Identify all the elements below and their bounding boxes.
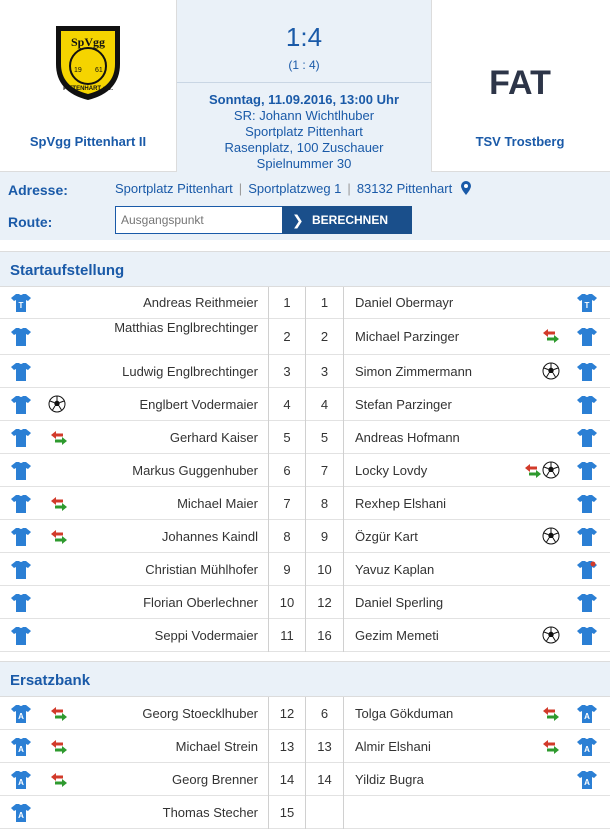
- away-team-name[interactable]: TSV Trostberg: [475, 134, 565, 149]
- calculate-route-label: BERECHNEN: [312, 213, 389, 227]
- address-value[interactable]: [115, 181, 472, 196]
- venue: Sportplatz Pittenhart: [245, 124, 363, 139]
- home-player-name[interactable]: Georg Stoecklhuber: [142, 706, 258, 721]
- pipe-separator: |: [347, 181, 351, 196]
- away-event: [520, 421, 564, 454]
- svg-text:A: A: [584, 744, 590, 754]
- away-player-number: 7: [306, 454, 344, 487]
- home-jersey-icon: [8, 287, 34, 320]
- lineup-row: [0, 553, 610, 586]
- away-player-name[interactable]: Andreas Hofmann: [355, 430, 460, 445]
- away-event: [520, 619, 564, 652]
- home-jersey-icon: [8, 487, 34, 520]
- away-player-name[interactable]: Tolga Gökduman: [355, 706, 454, 721]
- home-player-number: 15: [268, 796, 306, 829]
- lineup-row: [0, 421, 610, 454]
- home-jersey-icon: [8, 421, 34, 454]
- svg-text:19: 19: [74, 67, 82, 74]
- away-player-number: 16: [306, 619, 344, 652]
- lineup-row: [0, 730, 610, 763]
- score-panel: [176, 0, 432, 172]
- away-jersey-icon: [576, 487, 602, 520]
- home-event: [44, 287, 70, 320]
- away-event: [520, 586, 564, 619]
- match-date: Sonntag, 11.09.2016, 13:00 Uhr: [208, 92, 400, 107]
- home-player-number: 13: [268, 730, 306, 763]
- svg-text:A: A: [18, 744, 24, 754]
- address-city[interactable]: 83132 Pittenhart: [356, 181, 453, 196]
- away-player-number: 6: [306, 697, 344, 730]
- away-event: [520, 520, 564, 553]
- home-jersey-icon: [8, 454, 34, 487]
- away-player-number: 2: [306, 319, 344, 355]
- home-player-number: 8: [268, 520, 306, 553]
- referee: SR: Johann Wichtlhuber: [233, 108, 375, 123]
- home-player-number: 14: [268, 763, 306, 796]
- home-event: [44, 763, 70, 796]
- home-player-number: 9: [268, 553, 306, 586]
- home-jersey-icon: [8, 319, 34, 352]
- svg-text:A: A: [584, 777, 590, 787]
- home-jersey-icon: [8, 796, 34, 829]
- home-player-name[interactable]: Matthias Englbrechtinger: [114, 320, 258, 335]
- substitution-icon: [50, 773, 68, 790]
- home-player-name[interactable]: Ludwig Englbrechtinger: [122, 364, 258, 379]
- home-event: [44, 520, 70, 553]
- home-player-number: 7: [268, 487, 306, 520]
- svg-text:PITTENHART e.V.: PITTENHART e.V.: [63, 86, 113, 92]
- away-jersey-icon: [576, 553, 602, 586]
- home-team-name[interactable]: SpVgg Pittenhart II: [29, 134, 147, 149]
- away-player-number: 10: [306, 553, 344, 586]
- home-event: [44, 319, 70, 352]
- away-jersey-icon: [576, 454, 602, 487]
- substitution-icon: [50, 740, 68, 757]
- svg-text:A: A: [18, 711, 24, 721]
- away-team[interactable]: [432, 0, 608, 172]
- away-jersey-icon: [576, 355, 602, 388]
- home-player-number: 11: [268, 619, 306, 652]
- home-jersey-icon: [8, 730, 34, 763]
- home-event: [44, 487, 70, 520]
- home-player-name[interactable]: Seppi Vodermaier: [154, 628, 258, 643]
- home-player-name[interactable]: Andreas Reithmeier: [143, 295, 258, 310]
- halftime-score: (1 : 4): [288, 58, 320, 72]
- home-player-number: 12: [268, 697, 306, 730]
- chevron-right-icon: ❯: [292, 212, 304, 228]
- home-player-name[interactable]: Georg Brenner: [172, 772, 258, 787]
- home-event: [44, 730, 70, 763]
- lineup-row: [0, 388, 610, 421]
- away-jersey-icon: [576, 421, 602, 454]
- section-lineup: [0, 251, 610, 287]
- address-panel: [0, 172, 610, 240]
- away-player-number: 12: [306, 586, 344, 619]
- lineup-row: [0, 697, 610, 730]
- away-event: [520, 763, 564, 796]
- home-player-number: 5: [268, 421, 306, 454]
- away-player-name[interactable]: Daniel Sperling: [355, 595, 444, 610]
- away-jersey-icon: [576, 287, 602, 320]
- away-event: [520, 730, 564, 763]
- home-event: [44, 586, 70, 619]
- away-player-number: 3: [306, 355, 344, 388]
- away-player-name[interactable]: Özgür Kart: [355, 529, 418, 544]
- away-player-name[interactable]: Michael Parzinger: [355, 329, 460, 344]
- match-header: [0, 0, 610, 172]
- home-crest-icon: [52, 20, 124, 102]
- svg-text:61: 61: [95, 67, 103, 74]
- goal-ball-icon: [542, 626, 560, 647]
- lineup-row: [0, 796, 610, 829]
- calculate-route-button[interactable]: [282, 206, 412, 234]
- lineup-row: [0, 763, 610, 796]
- route-start-input[interactable]: [115, 206, 283, 234]
- home-jersey-icon: [8, 388, 34, 421]
- away-jersey-icon: [576, 319, 602, 352]
- away-player-name[interactable]: Daniel Obermayr: [355, 295, 454, 310]
- away-player-number: 14: [306, 763, 344, 796]
- away-event: [520, 454, 564, 487]
- away-player-name[interactable]: Stefan Parzinger: [355, 397, 452, 412]
- substitution-icon: [542, 740, 560, 757]
- home-jersey-icon: [8, 355, 34, 388]
- home-player-name[interactable]: Englbert Vodermaier: [139, 397, 258, 412]
- substitution-icon: [524, 464, 542, 481]
- away-jersey-icon: [576, 520, 602, 553]
- home-player-name[interactable]: Michael Strein: [175, 739, 258, 754]
- away-player-number: 1: [306, 287, 344, 319]
- home-event: [44, 355, 70, 388]
- away-event: [520, 487, 564, 520]
- away-player-name[interactable]: Gezim Memeti: [355, 628, 439, 643]
- away-player-name[interactable]: Simon Zimmermann: [355, 364, 473, 379]
- lineup-row: [0, 355, 610, 388]
- svg-text:A: A: [584, 711, 590, 721]
- away-event: [520, 697, 564, 730]
- lineup-row: [0, 619, 610, 652]
- away-event: [520, 287, 564, 320]
- home-jersey-icon: [8, 520, 34, 553]
- home-player-number: 6: [268, 454, 306, 487]
- home-jersey-icon: [8, 763, 34, 796]
- map-pin-icon[interactable]: [460, 181, 472, 195]
- substitution-icon: [50, 497, 68, 514]
- svg-text:A: A: [18, 777, 24, 787]
- home-player-name[interactable]: Michael Maier: [177, 496, 258, 511]
- home-player-number: 3: [268, 355, 306, 388]
- away-jersey-icon: [576, 619, 602, 652]
- section-bench: [0, 661, 610, 697]
- home-player-number: 10: [268, 586, 306, 619]
- away-player-name[interactable]: [355, 796, 515, 829]
- surface-attendance: Rasenplatz, 100 Zuschauer: [224, 140, 384, 155]
- match-info: [177, 92, 431, 172]
- away-player-number: 13: [306, 730, 344, 763]
- substitution-icon: [542, 707, 560, 724]
- away-event: [520, 355, 564, 388]
- section-title: Ersatzbank: [10, 672, 91, 689]
- home-event: [44, 697, 70, 730]
- home-player-name[interactable]: Florian Oberlechner: [143, 595, 258, 610]
- away-jersey-icon: [576, 388, 602, 421]
- goal-ball-icon: [542, 461, 560, 482]
- home-event: [44, 421, 70, 454]
- home-event: [44, 553, 70, 586]
- lineup-row: [0, 520, 610, 553]
- away-event: [520, 388, 564, 421]
- away-player-number: 8: [306, 487, 344, 520]
- lineup-row: [0, 287, 610, 319]
- lineup-row: [0, 319, 610, 355]
- away-player-name[interactable]: Locky Lovdy: [355, 463, 428, 478]
- home-player-name[interactable]: Johannes Kaindl: [161, 529, 258, 544]
- away-event: [520, 796, 564, 829]
- away-jersey-icon: [576, 730, 602, 763]
- home-event: [44, 796, 70, 829]
- home-event: [44, 619, 70, 652]
- away-event: [520, 319, 564, 352]
- away-jersey-icon: [576, 763, 602, 796]
- substitution-icon: [50, 530, 68, 547]
- home-jersey-icon: [8, 619, 34, 652]
- away-player-number: [306, 796, 344, 829]
- away-player-name[interactable]: Rexhep Elshani: [355, 496, 447, 511]
- substitution-icon: [50, 707, 68, 724]
- home-player-number: 4: [268, 388, 306, 421]
- address-label: Adresse:: [8, 182, 68, 198]
- final-score: 1:4: [285, 22, 323, 52]
- home-player-name[interactable]: Gerhard Kaiser: [169, 430, 258, 445]
- lineup-row: [0, 586, 610, 619]
- goal-ball-icon: [542, 527, 560, 548]
- away-event: [520, 553, 564, 586]
- away-player-number: 5: [306, 421, 344, 454]
- address-street[interactable]: Sportplatzweg 1: [248, 181, 342, 196]
- home-player-number: 2: [268, 319, 306, 355]
- home-event: [44, 454, 70, 487]
- lineup-row: [0, 454, 610, 487]
- home-jersey-icon: [8, 586, 34, 619]
- route-label: Route:: [8, 214, 53, 230]
- substitution-icon: [50, 431, 68, 448]
- away-player-number: 4: [306, 388, 344, 421]
- away-player-number: 9: [306, 520, 344, 553]
- away-jersey-icon: [576, 586, 602, 619]
- goal-ball-icon: [48, 395, 66, 416]
- svg-text:SpVgg: SpVgg: [70, 35, 106, 49]
- home-event: [44, 388, 70, 421]
- address-venue[interactable]: Sportplatz Pittenhart: [115, 181, 233, 196]
- away-logo-icon: [480, 64, 560, 98]
- home-jersey-icon: [8, 553, 34, 586]
- home-team[interactable]: [0, 0, 176, 172]
- svg-text:T: T: [584, 301, 590, 310]
- svg-text:T: T: [18, 301, 24, 310]
- away-player-name[interactable]: Yildiz Bugra: [355, 772, 424, 787]
- substitution-icon: [542, 329, 560, 346]
- svg-text:A: A: [18, 810, 24, 820]
- away-jersey-icon: [576, 697, 602, 730]
- home-player-name[interactable]: Christian Mühlhofer: [145, 562, 258, 577]
- lineup-row: [0, 487, 610, 520]
- away-player-name[interactable]: Almir Elshani: [355, 739, 431, 754]
- game-number: Spielnummer 30: [256, 156, 352, 171]
- home-jersey-icon: [8, 697, 34, 730]
- home-player-number: 1: [268, 287, 306, 319]
- away-player-name[interactable]: Yavuz Kaplan: [355, 562, 435, 577]
- home-player-name[interactable]: Markus Guggenhuber: [132, 463, 258, 478]
- pipe-separator: |: [238, 181, 243, 196]
- goal-ball-icon: [542, 362, 560, 383]
- home-player-name[interactable]: Thomas Stecher: [162, 805, 258, 820]
- divider: [177, 82, 431, 83]
- section-title: Startaufstellung: [10, 262, 125, 279]
- svg-text:FAT: FAT: [489, 64, 551, 98]
